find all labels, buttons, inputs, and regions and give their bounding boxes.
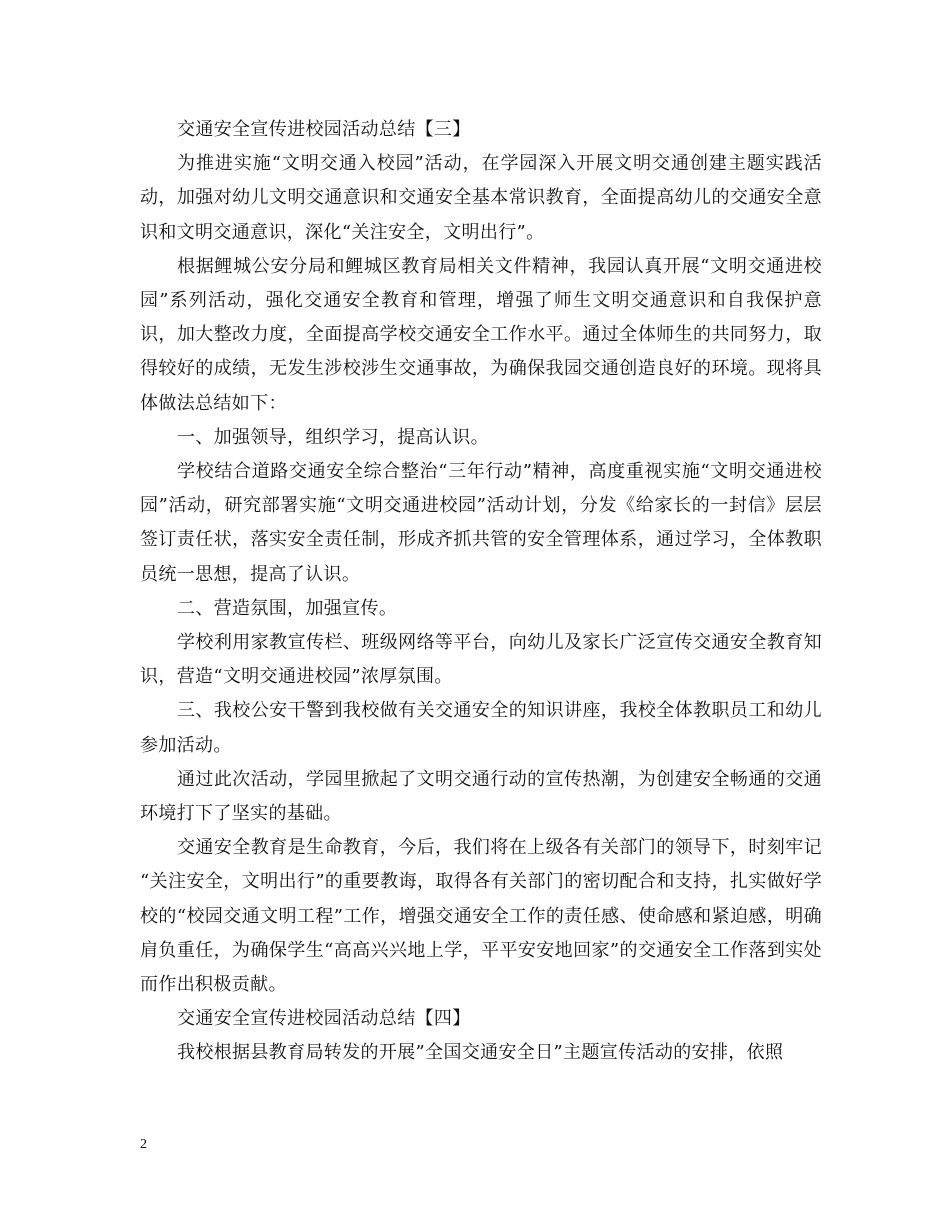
- subheading-two: 二、营造氛围，加强宣传。: [177, 597, 398, 619]
- paragraph-two: 学校利用家教宣传栏、班级网络等平台，向幼儿及家长广泛宣传交通安全教育知识，营造“文明交通进校园”浓厚氛围。: [140, 632, 822, 688]
- subheading-one: 一、加强领导，组织学习，提高认识。: [177, 426, 489, 448]
- paragraph-section-four-start: 我校根据县教育局转发的开展”全国交通安全日”主题宣传活动的安排，依照: [177, 1042, 784, 1064]
- paragraph-conclusion: 交通安全教育是生命教育，今后，我们将在上级各有关部门的领导下，时刻牢记 “关注安全，文明出行”的重要教诲，取得各有关部门的密切配合和支持，扎实做好学校的“校园交通文明工程”工作，增强交通安全工作的责任感、使命感和紧迫感，明确肩负重任，为确保学生“高高兴兴地上学，平平安安地回家”的交通安全工作落到实处而作出积极贡献。: [140, 837, 822, 996]
- paragraph-one: 学校结合道路交通安全综合整治“三年行动”精神，高度重视实施“文明交通进校园”活动，研究部署实施“文明交通进校园”活动计划，分发《给家长的一封信》层层签订责任状，落实安全责任制，形成齐抓共管的安全管理体系，通过学习，全体教职员统一思想，提高了认识。: [140, 461, 822, 585]
- section-heading-four: 交通安全宣传进校园活动总结【四】: [177, 1008, 471, 1030]
- paragraph-result: 通过此次活动，学园里掀起了文明交通行动的宣传热潮，为创建安全畅通的交通环境打下了坚实的基础。: [140, 768, 822, 825]
- document-body: [140, 113, 822, 1071]
- page-number: 2: [140, 1137, 147, 1152]
- paragraph-background: 根据鲤城公安分局和鲤城区教育局相关文件精神，我园认真开展“文明交通进校园”系列活动，强化交通安全教育和管理，增强了师生文明交通意识和自我保护意识，加大整改力度，全面提高学校交通安全工作水平。通过全体师生的共同努力，取得较好的成绩，无发生涉校涉生交通事故，为确保我园交通创造良好的环境。现将具体做法总结如下：: [140, 255, 822, 414]
- paragraph-intro: 为推进实施“文明交通入校园”活动，在学园深入开展文明交通创建主题实践活动，加强对幼儿文明交通意识和交通安全基本常识教育，全面提高幼儿的交通安全意识和文明交通意识，深化“关注安全，文明出行”。: [140, 153, 822, 243]
- section-heading-three: 交通安全宣传进校园活动总结【三】: [177, 119, 471, 140]
- paragraph-three: 三、我校公安干警到我校做有关交通安全的知识讲座，我校全体教职员工和幼儿参加活动。: [140, 700, 822, 756]
